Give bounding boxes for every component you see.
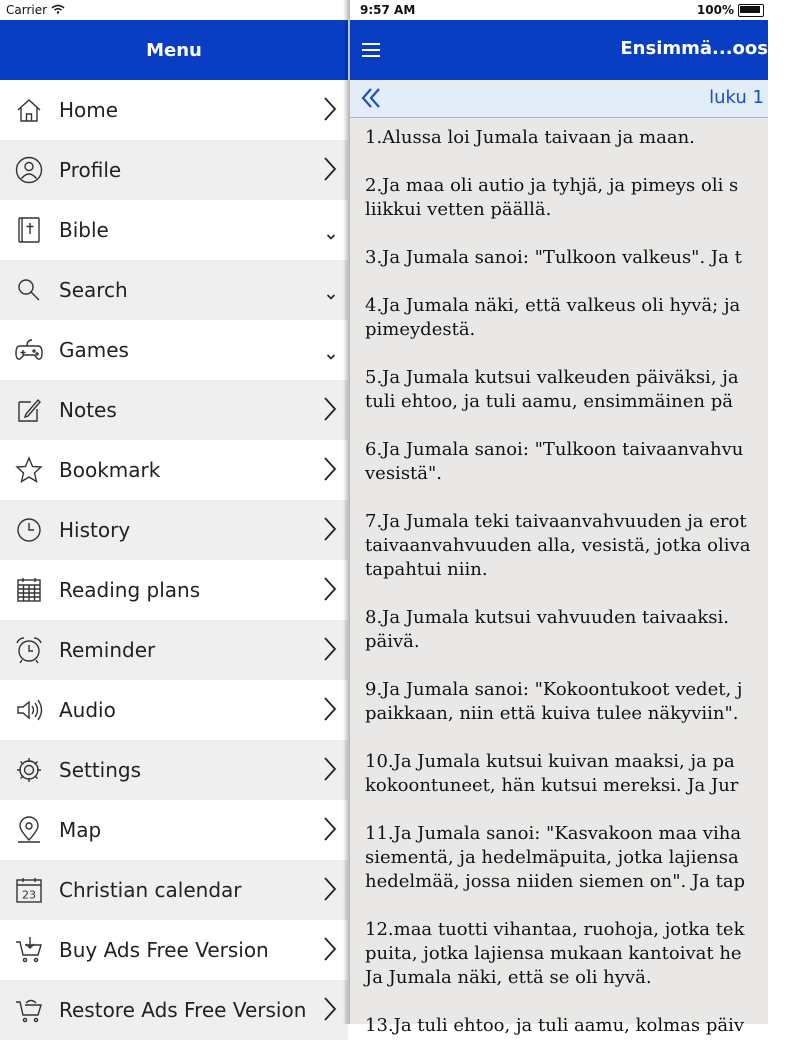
status-bar-left [0,0,348,20]
verse-line: 3.Ja Jumala sanoi: "Tulkoon valkeus". Ja t [365,247,742,268]
chevron-right-icon [322,934,338,964]
menu-item-label: Games [59,338,129,362]
chevron-right-icon [322,634,338,664]
verse-line: 7.Ja Jumala teki taivaanvahvuuden ja erot [365,511,747,532]
chevron-right-icon [322,514,338,544]
menu-item-label: Reading plans [59,578,201,602]
verse-line: 6.Ja Jumala sanoi: "Tulkoon taivaanvahvu [365,439,744,460]
verse-line: tapahtui niin. [365,559,488,580]
chevron-right-icon [322,394,338,424]
chevron-right-icon [322,154,338,184]
notes-icon [14,395,44,425]
menu-item-christian-calendar[interactable] [0,860,348,920]
verse-line: 13.Ja tuli ehtoo, ja tuli aamu, kolmas päiv [365,1015,745,1036]
hamburger-menu-icon[interactable] [362,43,380,57]
menu-item-label: Christian calendar [59,878,242,902]
verse-line: 2.Ja maa oli autio ja tyhjä, ja pimeys oli s [365,175,739,196]
chevron-down-icon [326,346,336,354]
verse-line: 1.Alussa loi Jumala taivaan ja maan. [365,127,695,148]
cart-restore-icon [14,995,44,1025]
menu-item-label: Bookmark [59,458,161,482]
verse[interactable] [365,174,805,222]
chapter-label[interactable]: luku 1 [709,87,764,108]
speaker-icon [14,695,44,725]
menu-item-settings[interactable] [0,740,348,800]
menu-item-label: Audio [59,698,116,722]
battery-percent: 100% [696,3,734,17]
menu-item-label: Notes [59,398,117,422]
gear-icon [14,755,44,785]
chevron-right-icon [322,574,338,604]
verse-line: hedelmää, jossa niiden siemen on". Ja tap [365,871,746,892]
menu-item-profile[interactable] [0,140,348,200]
clock-icon [14,515,44,545]
menu-item-label: Restore Ads Free Version [59,998,307,1022]
menu-item-reading-plans[interactable] [0,560,348,620]
chevron-right-icon [322,454,338,484]
verse-line: liikkui vetten päällä. [365,199,552,220]
menu-item-label: Search [59,278,128,302]
battery-indicator [697,3,764,17]
chevron-down-icon [326,226,336,234]
menu-item-label: Settings [59,758,142,782]
chevron-right-icon [322,994,338,1024]
previous-chapter-icon[interactable] [360,86,382,110]
verse-line: siementä, ja hedelmäpuita, jotka lajiensa [365,847,739,868]
calendar-grid-icon [14,575,44,605]
verse[interactable] [365,1014,805,1038]
reader-header [350,20,768,80]
verse-line: 11.Ja Jumala sanoi: "Kasvakoon maa viha [365,823,742,844]
verse-line: 12.maa tuotti vihantaa, ruohoja, jotka tek [365,919,745,940]
status-bar-right [350,0,768,20]
cart-download-icon [14,935,44,965]
verse[interactable] [365,294,805,342]
verse[interactable] [365,822,805,894]
menu-item-label: Map [59,818,102,842]
verse-line: tuli ehtoo, ja tuli aamu, ensimmäinen pä [365,391,733,412]
verse-line: kokoontuneet, hän kutsui mereksi. Ja Jur [365,775,739,796]
verse-line: 10.Ja Jumala kutsui kuivan maaksi, ja pa [365,751,735,772]
verse-line: 9.Ja Jumala sanoi: "Kokoontukoot vedet, j [365,679,743,700]
verse-line: vesistä". [365,463,443,484]
verse[interactable] [365,606,805,654]
chevron-right-icon [322,694,338,724]
verse-line: taivaanvahvuuden alla, vesistä, jotka oliva [365,535,751,556]
carrier-indicator [6,3,65,17]
verse-list [365,126,805,1062]
profile-icon [14,155,44,185]
reader-title: Ensimmä...oos [620,38,768,59]
menu-item-search[interactable] [0,260,348,320]
calendar-day-number: 23 [22,888,36,902]
verse[interactable] [365,246,805,270]
verse[interactable] [365,126,805,150]
menu-item-audio[interactable] [0,680,348,740]
menu-item-label: Bible [59,218,109,242]
battery-icon [738,4,764,17]
search-icon [14,275,44,305]
verse[interactable] [365,510,805,582]
chevron-right-icon [322,94,338,124]
carrier-label: Carrier [6,3,48,17]
menu-item-restore-ads-free-version[interactable] [0,980,348,1040]
verse[interactable] [365,366,805,414]
wifi-icon [51,3,65,17]
verse-line: päivä. [365,631,420,652]
menu-item-label: Buy Ads Free Version [59,938,269,962]
bible-icon [14,215,44,245]
chevron-right-icon [322,754,338,784]
calendar-icon [14,875,44,905]
reader-pane [350,0,768,1036]
menu-item-bookmark[interactable] [0,440,348,500]
menu-item-buy-ads-free-version[interactable] [0,920,348,980]
menu-item-label: Reminder [59,638,156,662]
verse-line: pimeydestä. [365,319,476,340]
chapter-nav-bar [350,81,768,118]
verse[interactable] [365,678,805,726]
gamepad-icon [14,335,44,365]
chevron-down-icon [326,286,336,294]
verse[interactable] [365,750,805,798]
menu-item-label: Home [59,98,119,122]
home-icon [14,95,44,125]
menu-title: Menu [146,39,202,61]
menu-item-games[interactable] [0,320,348,380]
menu-item-home[interactable] [0,80,348,140]
side-menu [0,0,348,1024]
menu-list [0,80,348,1040]
menu-item-label: Profile [59,158,122,182]
chevron-right-icon [322,874,338,904]
menu-header [0,20,348,80]
verse-line: puita, jotka lajiensa mukaan kantoivat he [365,943,742,964]
verse-line: Ja Jumala näki, että se oli hyvä. [365,967,652,988]
menu-item-bible[interactable] [0,200,348,260]
map-pin-icon [14,815,44,845]
chevron-right-icon [322,814,338,844]
verse-line: 5.Ja Jumala kutsui valkeuden päiväksi, ja [365,367,739,388]
menu-item-history[interactable] [0,500,348,560]
alarm-clock-icon [14,635,44,665]
verse-line: 4.Ja Jumala näki, että valkeus oli hyvä; ja [365,295,741,316]
verse-line: 8.Ja Jumala kutsui vahvuuden taivaaksi. [365,607,730,628]
menu-item-label: History [59,518,131,542]
verse-line: paikkaan, niin että kuiva tulee näkyviin". [365,703,739,724]
verse[interactable] [365,438,805,486]
menu-item-reminder[interactable] [0,620,348,680]
verse[interactable] [365,918,805,990]
menu-item-map[interactable] [0,800,348,860]
status-time: 9:57 AM [360,3,416,17]
star-icon [14,455,44,485]
menu-item-notes[interactable] [0,380,348,440]
